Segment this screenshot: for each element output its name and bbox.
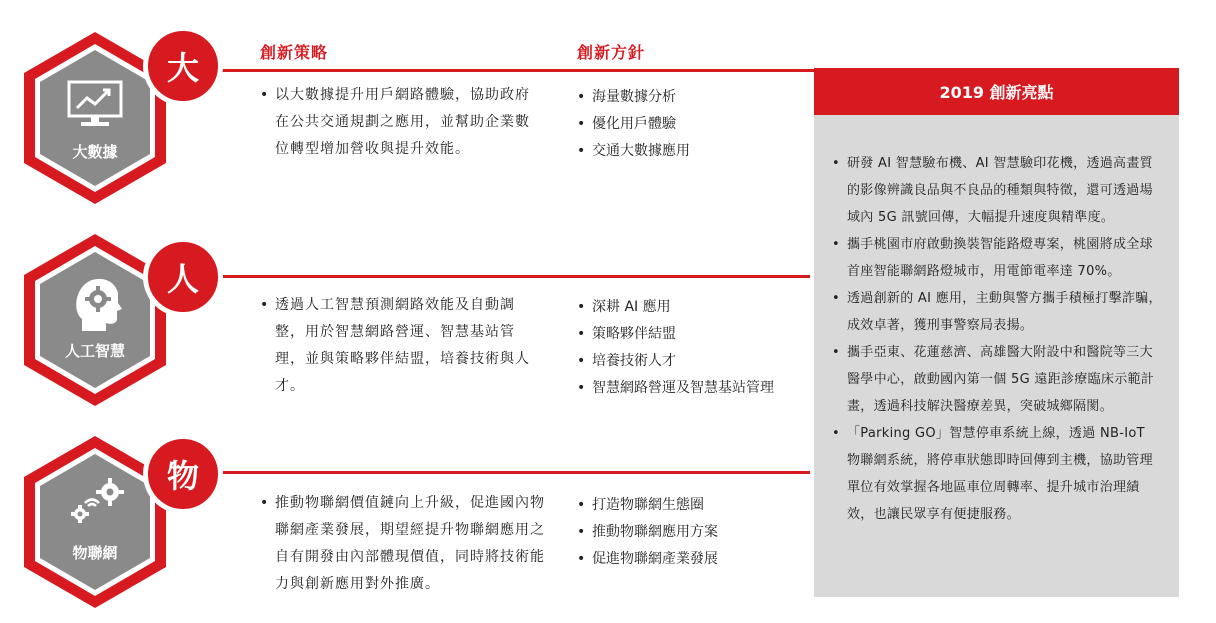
monitor-chart-icon — [65, 80, 125, 134]
pillar-ai-strategy — [260, 292, 540, 400]
pillar-ai-policies — [577, 294, 807, 402]
strategy-text: • 透過人工智慧預測網路效能及自動調整，用於智慧網路營運、智慧基站管理，並與策略夥伴結盟，培養技術與人才。 — [260, 292, 540, 400]
pillar-bigdata-policies — [577, 84, 797, 165]
divider-iot — [215, 471, 810, 474]
list-item: • 優化用戶體驗 — [577, 111, 797, 138]
strategy-header: 創新策略 — [260, 43, 329, 62]
pillar-iot-policies — [577, 492, 797, 573]
strategy-text: • 以大數據提升用戶網路體驗，協助政府在公共交通規劃之應用，並幫助企業數位轉型增加營收與提升效能。 — [260, 82, 540, 163]
list-item: • 交通大數據應用 — [577, 138, 797, 165]
list-item: • 海量數據分析 — [577, 84, 797, 111]
divider-ai — [215, 275, 810, 278]
list-item: • 打造物聯網生態圈 — [577, 492, 797, 519]
policy-header: 創新方針 — [577, 43, 646, 62]
strategy-text: • 推動物聯網價值鏈向上升級，促進國內物聯網產業發展，期望經提升物聯網應用之自有開發由內部體現價值，同時將技術能力與創新應用對外推廣。 — [260, 490, 545, 598]
list-item: • 透過創新的 AI 應用，主動與警方攜手積極打擊詐騙，成效卓著，獲刑事警察局表揚。 — [832, 285, 1162, 339]
list-item: • 策略夥伴結盟 — [577, 321, 807, 348]
pillar-iot-badge: 物 — [143, 434, 223, 514]
list-item: • 智慧網路營運及智慧基站管理 — [577, 375, 807, 402]
pillar-ai-label: 人工智慧 — [64, 342, 125, 360]
highlights-list — [832, 150, 1162, 528]
pillar-bigdata-badge: 大 — [143, 26, 223, 106]
divider-bigdata — [215, 69, 815, 72]
iot-gears-icon — [66, 476, 126, 530]
list-item: • 推動物聯網應用方案 — [577, 519, 797, 546]
highlights-title: 2019 創新亮點 — [939, 83, 1054, 102]
list-item: • 深耕 AI 應用 — [577, 294, 807, 321]
highlights-header — [814, 68, 1179, 115]
pillar-iot-label: 物聯網 — [72, 544, 118, 562]
list-item: • 「Parking GO」智慧停車系統上線，透過 NB-IoT 物聯網系統，將停車狀態即時回傳到主機，協助管理單位有效掌握各地區車位周轉率、提升城市治理績效，也讓民眾享有便捷服務。 — [832, 420, 1162, 528]
pillar-bigdata-strategy — [260, 82, 540, 163]
list-item: • 研發 AI 智慧驗布機、AI 智慧驗印花機，透過高畫質的影像辨識良品與不良品的種類與特徵，還可透過場域內 5G 訊號回傳，大幅提升速度與精準度。 — [832, 150, 1162, 231]
list-item: • 促進物聯網產業發展 — [577, 546, 797, 573]
list-item: • 培養技術人才 — [577, 348, 807, 375]
list-item: • 攜手桃園市府啟動換裝智能路燈專案，桃園將成全球首座智能聯網路燈城市，用電節電率達 70%。 — [832, 231, 1162, 285]
pillar-iot-strategy — [260, 490, 545, 598]
pillar-bigdata-label: 大數據 — [72, 143, 118, 161]
pillar-ai-badge: 人 — [143, 237, 223, 317]
head-gear-icon — [72, 275, 122, 337]
list-item: • 攜手亞東、花蓮慈濟、高雄醫大附設中和醫院等三大醫學中心，啟動國內第一個 5G 遠距診療臨床示範計畫，透過科技解決醫療差異，突破城鄉隔閡。 — [832, 339, 1162, 420]
